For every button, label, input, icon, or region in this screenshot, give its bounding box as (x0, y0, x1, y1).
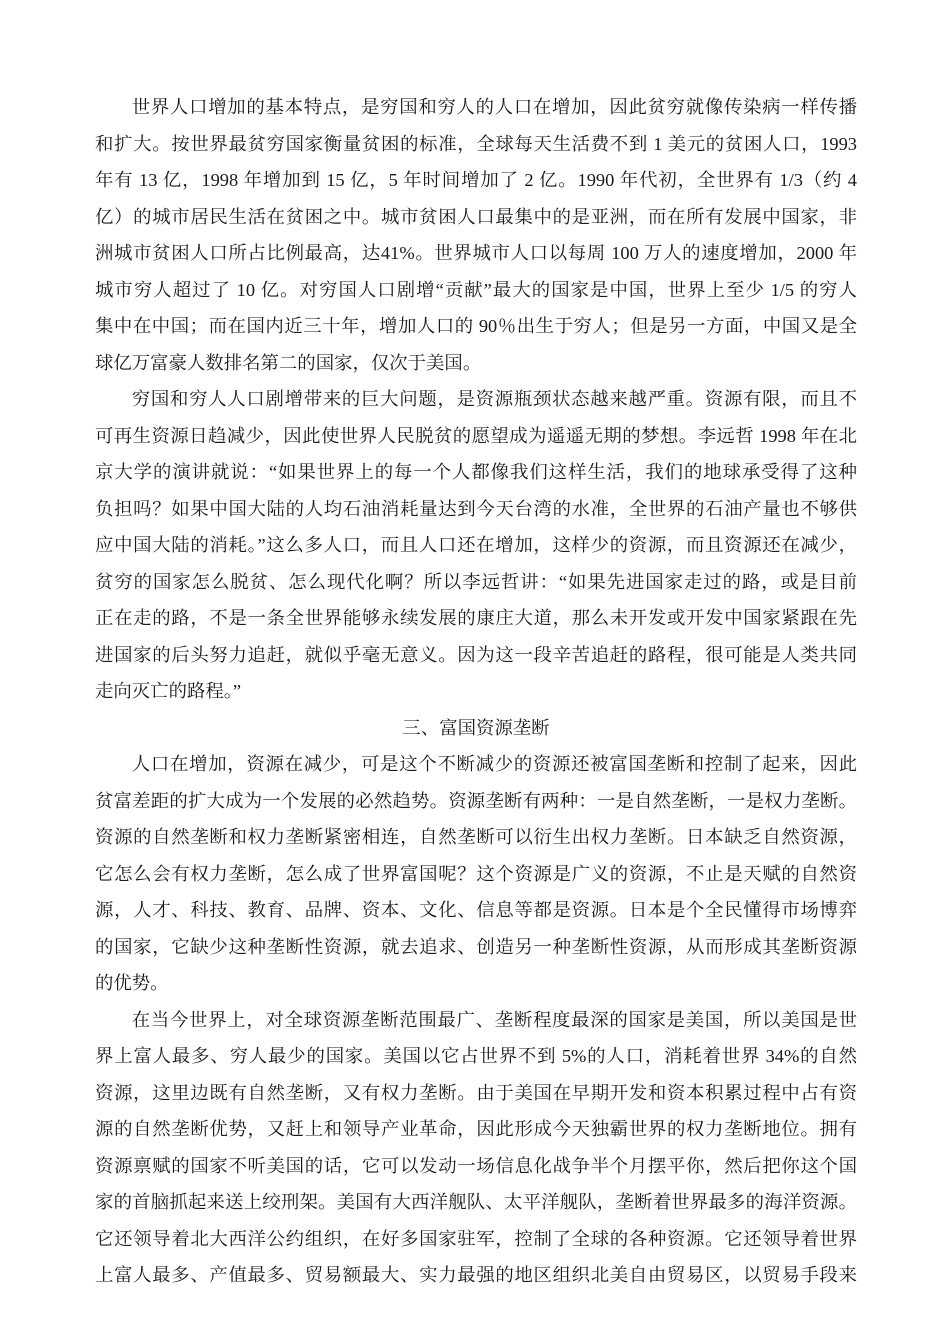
paragraph-line: 资源禀赋的国家不听美国的话，它可以发动一场信息化战争半个月摆平你，然后把你这个国 (95, 1155, 857, 1176)
paragraph-resource-monopoly (95, 746, 857, 1002)
paragraph-line: 洲城市贫困人口所占比例最高，达41%。世界城市人口以每周 100 万人的速度增加，2000 年 (95, 243, 857, 263)
document-body (95, 89, 857, 1294)
paragraph-line: 贫富差距的扩大成为一个发展的必然趋势。资源垄断有两种：一是自然垄断，一是权力垄断。 (95, 790, 857, 811)
paragraph-line: 它怎么会有权力垄断，怎么成了世界富国呢？这个资源是广义的资源，不止是天赋的自然资 (95, 863, 857, 884)
paragraph-resource-bottleneck (95, 381, 857, 710)
paragraph-line: 源，人才、科技、教育、品牌、资本、文化、信息等都是资源。日本是个全民懂得市场博弈 (95, 900, 857, 920)
paragraph-line: 人口在增加，资源在减少，可是这个不断减少的资源还被富国垄断和控制了起来，因此 (131, 754, 857, 774)
paragraph-line: 走向灭亡的路程。” (95, 681, 242, 701)
paragraph-line: 集中在中国；而在国内近三十年，增加人口的 90％出生于穷人；但是另一方面，中国又是全 (95, 316, 857, 336)
paragraph-line: 应中国大陆的消耗。”这么多人口，而且人口还在增加，这样少的资源，而且资源还在减少， (95, 535, 857, 555)
paragraph-line: 世界人口增加的基本特点，是穷国和穷人的人口在增加，因此贫穷就像传染病一样传播 (131, 97, 857, 117)
paragraph-line: 在当今世界上，对全球资源垄断范围最广、垄断程度最深的国家是美国，所以美国是世 (131, 1009, 857, 1030)
paragraph-line: 亿）的城市居民生活在贫困之中。城市贫困人口最集中的是亚洲，而在所有发展中国家，非 (95, 206, 857, 227)
paragraph-line: 可再生资源日趋减少，因此使世界人民脱贫的愿望成为遥遥无期的梦想。李远哲 1998 年在北 (95, 425, 857, 446)
paragraph-line: 和扩大。按世界最贫穷国家衡量贫困的标准，全球每天生活费不到 1 美元的贫困人口，1993 (95, 133, 857, 154)
section-heading: 三、富国资源垄断 (402, 717, 550, 738)
paragraph-world-population (95, 89, 857, 381)
paragraph-line: 的优势。 (95, 973, 169, 993)
paragraph-line: 球亿万富豪人数排名第二的国家，仅次于美国。 (95, 352, 482, 373)
paragraph-line: 资源的自然垄断和权力垄断紧密相连，自然垄断可以衍生出权力垄断。日本缺乏自然资源， (95, 827, 857, 847)
paragraph-line: 城市穷人超过了 10 亿。对穷国人口剧增“贡献”最大的国家是中国，世界上至少 1/5 的穷人 (95, 279, 857, 300)
paragraph-line: 源的自然垄断优势，又赶上和领导产业革命，因此形成今天独霸世界的权力垄断地位。拥有 (95, 1119, 857, 1139)
paragraph-line: 正在走的路，不是一条全世界能够永续发展的康庄大道，那么未开发或开发中国家紧跟在先 (95, 608, 857, 628)
paragraph-line: 京大学的演讲就说：“如果世界上的每一个人都像我们这样生活，我们的地球承受得了这种 (95, 462, 857, 482)
paragraph-line: 家的首脑抓起来送上绞刑架。美国有大西洋舰队、太平洋舰队，垄断着世界最多的海洋资源。 (95, 1192, 857, 1212)
paragraph-line: 进国家的后头努力追赶，就似乎毫无意义。因为这一段辛苦追赶的路程，很可能是人类共同 (95, 644, 857, 665)
paragraph-line: 贫穷的国家怎么脱贫、怎么现代化啊？所以李远哲讲：“如果先进国家走过的路，或是目前 (95, 571, 857, 592)
paragraph-line: 年有 13 亿，1998 年增加到 15 亿，5 年时间增加了 2 亿。1990 年代初，全世界有 1/3（约 4 (95, 170, 857, 190)
paragraph-line: 的国家，它缺少这种垄断性资源，就去追求、创造另一种垄断性资源，从而形成其垄断资源 (95, 936, 857, 957)
paragraph-line: 穷国和穷人人口剧增带来的巨大问题，是资源瓶颈状态越来越严重。资源有限，而且不 (131, 389, 857, 409)
paragraph-line: 界上富人最多、穷人最少的国家。美国以它占世界不到 5%的人口，消耗着世界 34%的自然 (95, 1046, 857, 1066)
paragraph-usa-monopoly (95, 1002, 857, 1294)
paragraph-line: 上富人最多、产值最多、贸易额最大、实力最强的地区组织北美自由贸易区，以贸易手段来 (95, 1265, 857, 1285)
paragraph-line: 它还领导着北大西洋公约组织，在好多国家驻军，控制了全球的各种资源。它还领导着世界 (95, 1228, 857, 1249)
paragraph-line: 负担吗？如果中国大陆的人均石油消耗量达到今天台湾的水准，全世界的石油产量也不够供 (95, 498, 857, 519)
paragraph-line: 资源，这里边既有自然垄断，又有权力垄断。由于美国在早期开发和资本积累过程中占有资 (95, 1082, 857, 1103)
